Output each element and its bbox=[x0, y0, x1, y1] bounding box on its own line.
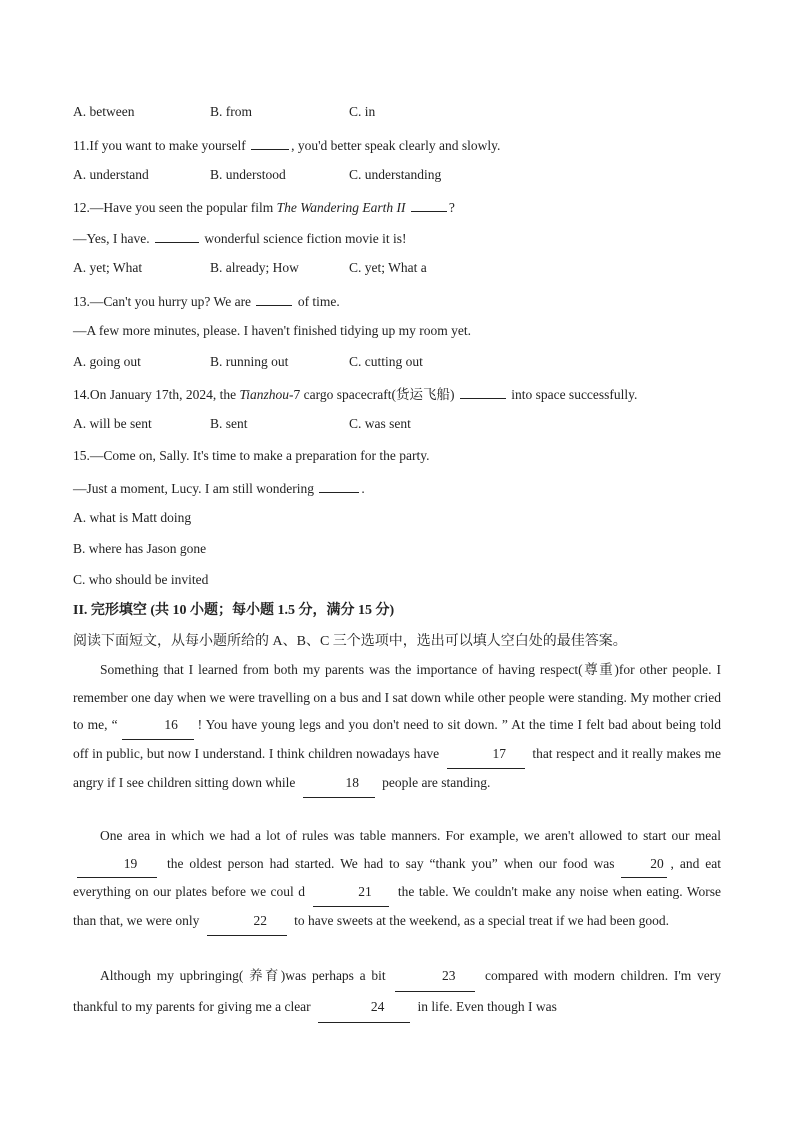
section-heading: II. 完形填空 (共 10 小题；每小题 1.5 分，满分 15 分) bbox=[73, 603, 395, 618]
q12-option-a: A. yet; What bbox=[73, 260, 143, 275]
q11-stem: 11.If you want to make yourself , you'd better speak clearly and slowly. bbox=[73, 135, 500, 155]
q15-option-c: C. who should be invited bbox=[73, 572, 209, 587]
passage-blank-23: 23 bbox=[395, 961, 475, 992]
q12-stem: 12.—Have you seen the popular film The Wandering Earth II ? bbox=[73, 197, 455, 217]
q12-option-b: B. already; How bbox=[210, 260, 299, 275]
passage-blank-20: 20 bbox=[621, 850, 667, 879]
passage-blank-22: 22 bbox=[207, 907, 287, 936]
q11-option-a: A. understand bbox=[73, 167, 149, 182]
q12-option-c: C. yet; What a bbox=[349, 260, 427, 275]
q10-option-a: A. between bbox=[73, 104, 135, 119]
answer-blank bbox=[256, 291, 292, 306]
q14-option-a: A. will be sent bbox=[73, 416, 152, 431]
film-title: The Wandering Earth II bbox=[276, 200, 406, 215]
passage-blank-19: 19 bbox=[77, 850, 157, 879]
passage-blank-18: 18 bbox=[303, 769, 375, 798]
answer-blank bbox=[411, 197, 447, 212]
q11-option-c: C. understanding bbox=[349, 167, 442, 182]
answer-blank bbox=[251, 135, 289, 150]
passage-blank-21: 21 bbox=[313, 878, 389, 907]
q14-option-c: C. was sent bbox=[349, 416, 411, 431]
passage-paragraph-3: Although my upbringing( 养育)was perhaps a bit 23 compared with modern children. I'm very thankful to my parents for giving me a clear 24 in life. Even though I was bbox=[73, 961, 721, 1023]
q13-option-a: A. going out bbox=[73, 354, 141, 369]
q10-option-b: B. from bbox=[210, 104, 252, 119]
q14-stem: 14.On January 17th, 2024, the Tianzhou-7 cargo spacecraft(货运飞船) into space successfully. bbox=[73, 384, 637, 404]
answer-blank bbox=[155, 228, 199, 243]
passage-paragraph-2: One area in which we had a lot of rules was table manners. For example, we aren't allowed to start our meal 19 the oldest person had started. We had to say “thank you” when our food was 20 , and eat everything on our plates before we coul d 21 the table. We couldn't make any noise when eating. Worse than that, we were only 22 to have sweets at the weekend, as a special treat if we had been good. bbox=[73, 822, 721, 936]
q12-line2: —Yes, I have. wonderful science fiction movie it is! bbox=[73, 228, 406, 248]
passage-paragraph-1: Something that I learned from both my parents was the importance of having respect(尊重)for other people. I remember one day when we were travelling on a bus and I sat down while other people were standing. My mother cried to me, “ 16 ! You have young legs and you don't need to sit down. ” At the time I felt bad about being told off in public, but now I understand. I think children nowadays have 17 that respect and it really makes me angry if I see children sitting down while 18 people are standing. bbox=[73, 656, 721, 798]
passage-blank-24: 24 bbox=[318, 992, 410, 1023]
q15-option-a: A. what is Matt doing bbox=[73, 510, 192, 525]
q13-stem: 13.—Can't you hurry up? We are of time. bbox=[73, 291, 340, 311]
answer-blank bbox=[460, 384, 506, 399]
q13-option-c: C. cutting out bbox=[349, 354, 423, 369]
spacecraft-name: Tianzhou bbox=[239, 387, 290, 402]
passage-blank-16: 16 bbox=[122, 711, 194, 740]
section-instruction: 阅读下面短文，从每小题所给的 A、B、C 三个选项中，选出可以填人空白处的最佳答案。 bbox=[73, 634, 627, 649]
q15-line1: 15.—Come on, Sally. It's time to make a preparation for the party. bbox=[73, 448, 430, 463]
q14-option-b: B. sent bbox=[210, 416, 248, 431]
q11-option-b: B. understood bbox=[210, 167, 286, 182]
q15-option-b: B. where has Jason gone bbox=[73, 541, 207, 556]
q10-option-c: C. in bbox=[349, 104, 376, 119]
q13-line2: —A few more minutes, please. I haven't finished tidying up my room yet. bbox=[73, 323, 471, 338]
q15-line2: —Just a moment, Lucy. I am still wondering . bbox=[73, 478, 365, 498]
q13-option-b: B. running out bbox=[210, 354, 289, 369]
passage-blank-17: 17 bbox=[447, 740, 525, 769]
answer-blank bbox=[319, 478, 359, 493]
